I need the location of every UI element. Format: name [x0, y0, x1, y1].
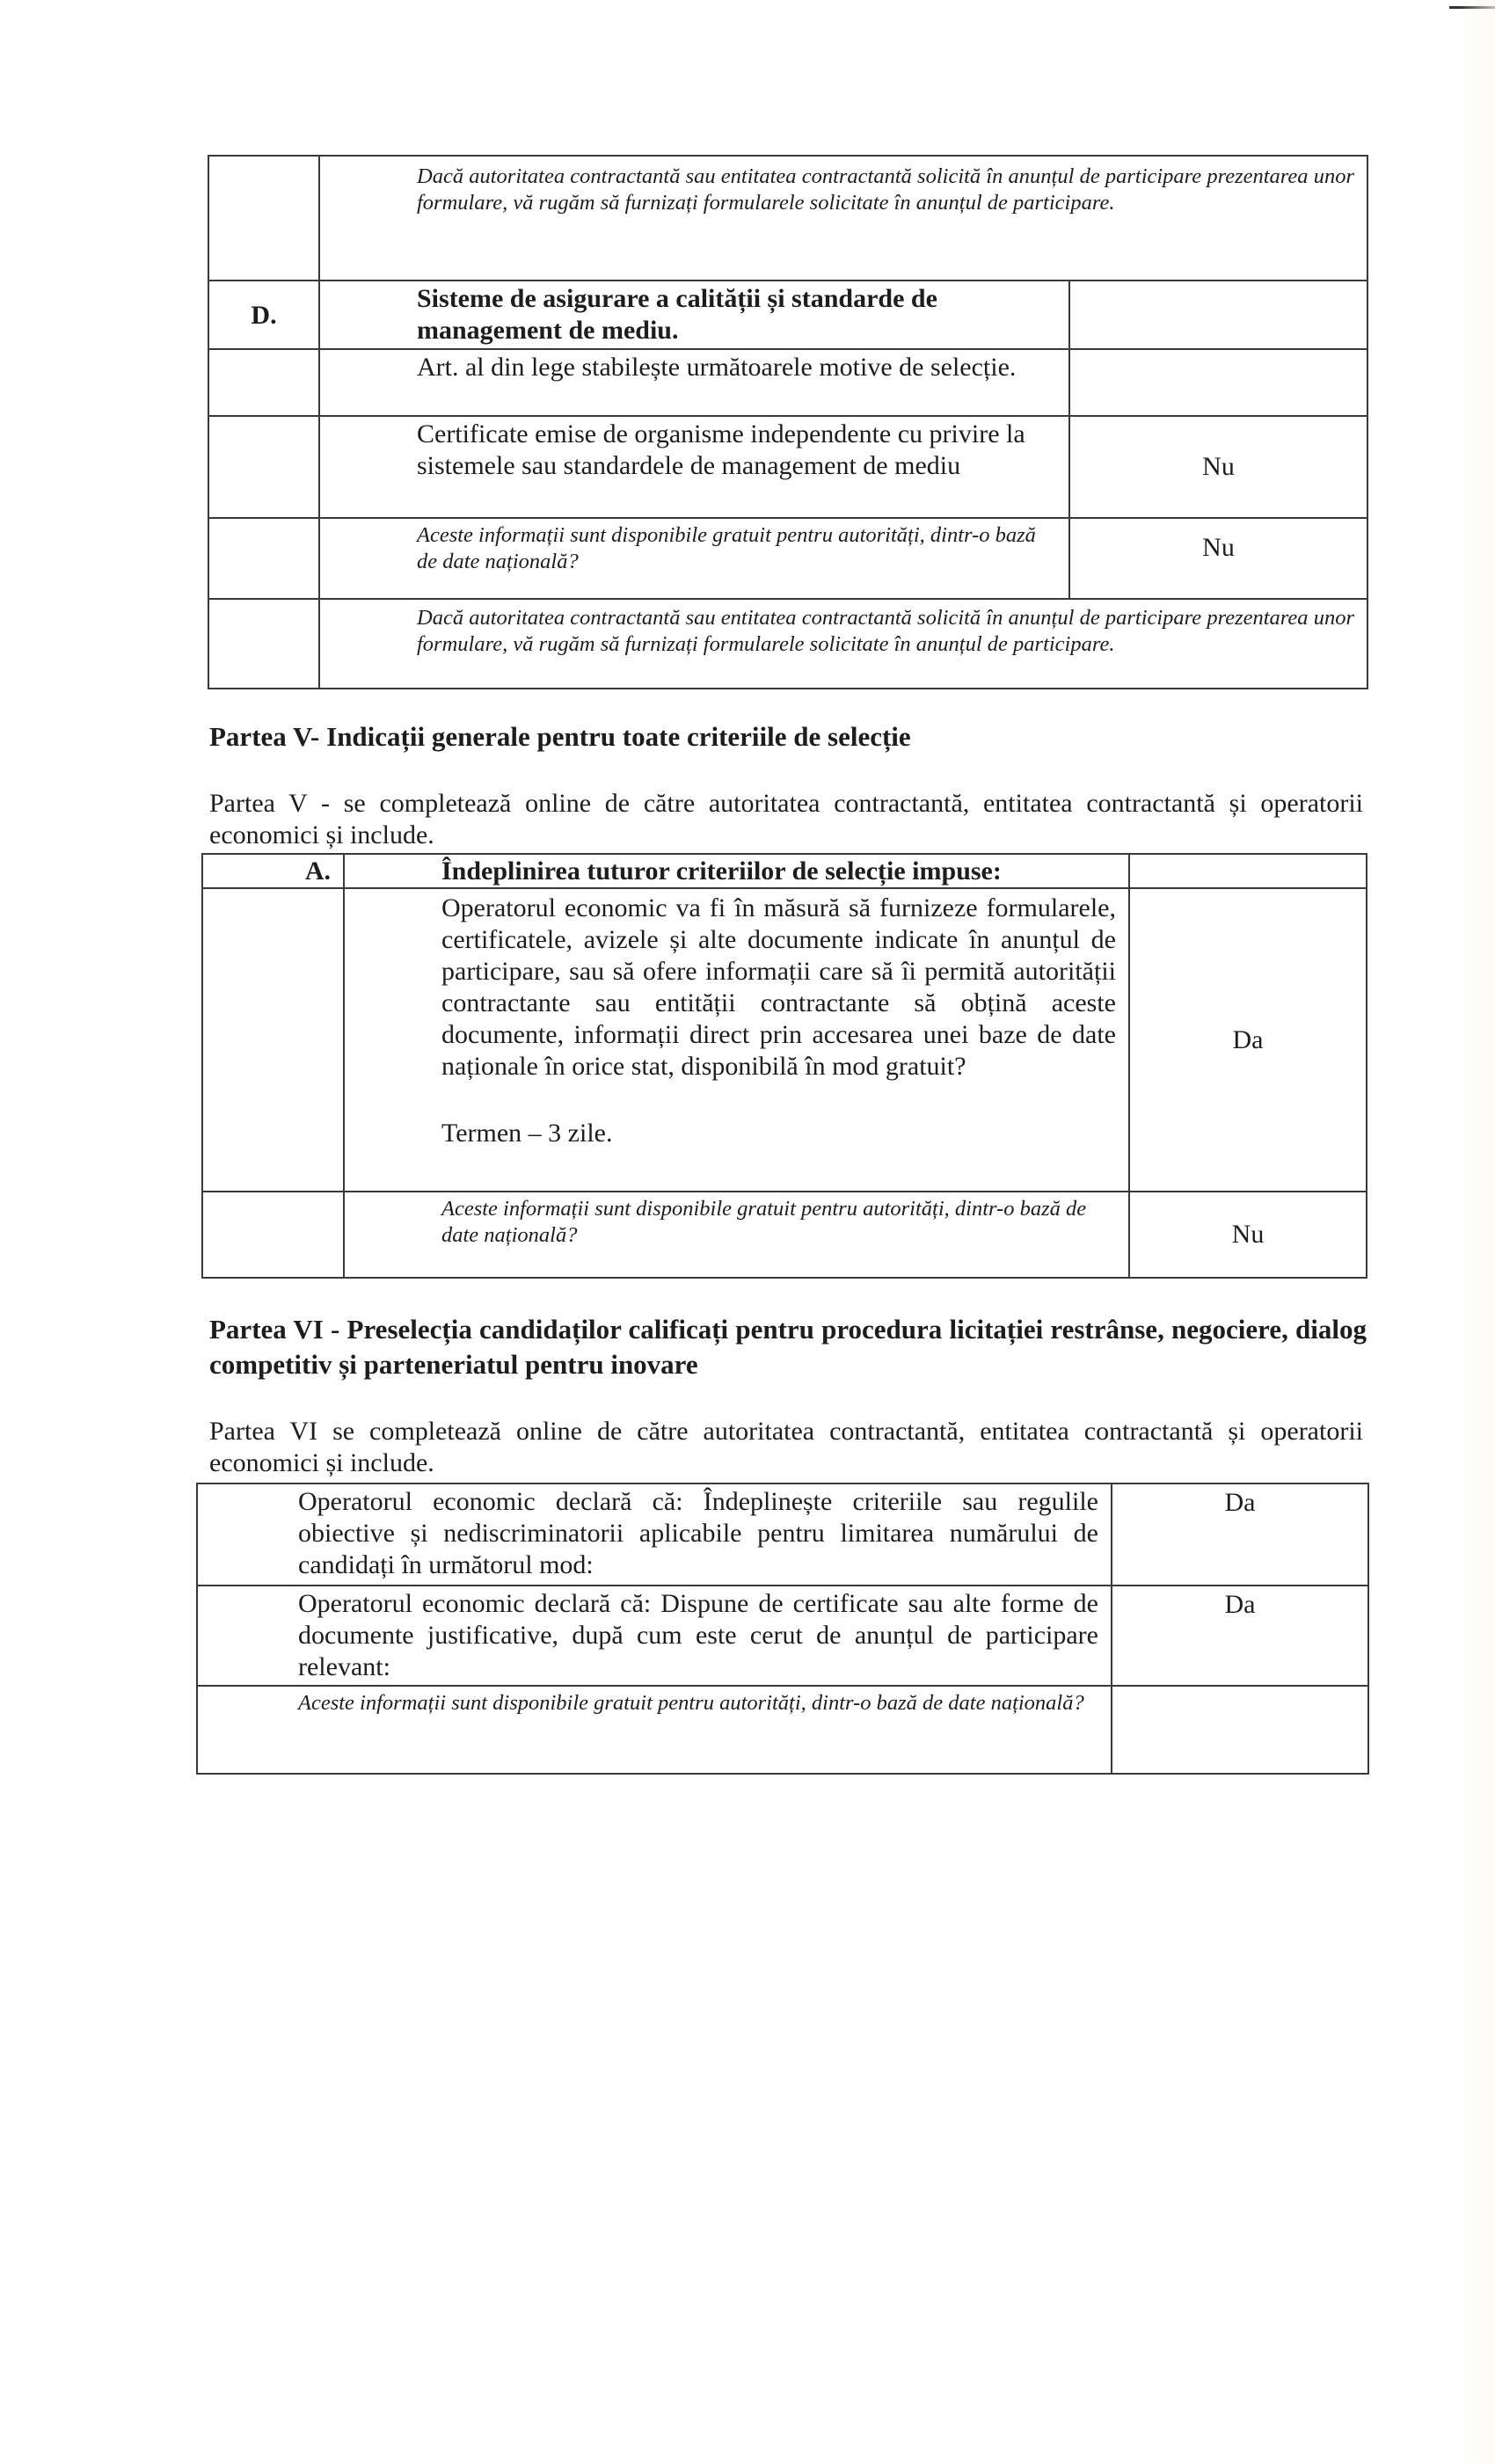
part-vi-table: [196, 1483, 1369, 1775]
certificates-answer-cell: [1069, 416, 1367, 518]
certificates-question-cell: [197, 1586, 1112, 1686]
certificates-question: Certificate emise de organisme independente cu privire la sistemele sau standardele de management de mediu: [417, 419, 1025, 480]
part-vi-heading: Partea VI - Preselecția candidaților calificați pentru procedura licitației restrânse, negociere, dialog competitiv și parteneriatul pentru inovare: [209, 1314, 1367, 1380]
intro-note: Dacă autoritatea contractantă sau entitatea contractantă solicită în anunțul de participare prezentarea unor formulare, vă rugăm să furnizați formularele solicitate în anunțul de participare.: [417, 164, 1354, 215]
database-answer: Nu: [1202, 533, 1235, 562]
certificates-answer: Nu: [1202, 452, 1235, 481]
vi-database-answer-cell: [1112, 1686, 1368, 1774]
section-a-answer-cell: [1129, 854, 1367, 888]
row-label-cell: [202, 888, 344, 1192]
scan-edge-shadow: [1460, 0, 1495, 2464]
database-answer-cell: [1069, 518, 1367, 599]
section-a-question: Operatorul economic va fi în măsură să furnizeze formularele, certificatele, avizele și alte documente indicate în anunțul de participare, sau să ofere informații care să îi permită autorității contractante sau entității contractante să obțină aceste documente, informații direct prin accesarea unei baze de date naționale în orice stat, disponibilă în mod gratuit?: [441, 893, 1116, 1081]
section-a-title-cell: [344, 854, 1129, 888]
section-a-database-answer: Nu: [1231, 1220, 1265, 1249]
art-answer-cell: [1069, 349, 1367, 416]
section-a-title: Îndeplinirea tuturor criteriilor de selecție impuse:: [441, 856, 1002, 886]
database-question: Aceste informații sunt disponibile gratuit pentru autorități, dintr-o bază de date națională?: [417, 523, 1036, 573]
vi-database-question-cell: [197, 1686, 1112, 1774]
section-a-answer-cell: [1129, 888, 1367, 1192]
section-a-answer: Da: [1232, 1024, 1264, 1054]
art-text: Art. al din lege stabilește următoarele motive de selecție.: [417, 353, 1017, 382]
vi-certificates-answer: Da: [1224, 1590, 1256, 1619]
row-label-cell: [208, 599, 319, 689]
criteria-answer: Da: [1224, 1488, 1256, 1517]
closing-note-cell: [319, 599, 1367, 689]
row-label-cell: [202, 1192, 344, 1278]
part-v-heading: Partea V- Indicații generale pentru toate criteriile de selecție: [209, 721, 911, 752]
criteria-question-cell: [197, 1484, 1112, 1586]
row-label-cell: [208, 416, 319, 518]
section-a-label-cell: [202, 854, 344, 888]
row-label-cell: [208, 156, 319, 281]
section-d-label: D.: [251, 301, 277, 330]
vi-database-question: Aceste informații sunt disponibile gratuit pentru autorități, dintr-o bază de date națională?: [298, 1691, 1084, 1715]
part-v-table: [201, 853, 1367, 1279]
part-iv-section-d-table: [208, 155, 1368, 689]
closing-note: Dacă autoritatea contractantă sau entitatea contractantă solicită în anunțul de participare prezentarea unor formulare, vă rugăm să furnizați formularele solicitate în anunțul de participare.: [417, 606, 1354, 656]
database-question-cell: [319, 518, 1069, 599]
section-d-title: Sisteme de asigurare a calității și standarde de management de mediu.: [417, 284, 937, 345]
art-text-cell: [319, 349, 1069, 416]
row-label-cell: [208, 349, 319, 416]
vi-certificates-question: Operatorul economic declară că: Dispune de certificate sau alte forme de documente justificative, după cum este cerut de anunțul de participare relevant:: [298, 1589, 1098, 1681]
section-d-answer-cell: [1069, 281, 1367, 349]
criteria-question: Operatorul economic declară că: Îndeplinește criteriile sau regulile obiective și nediscriminatorii aplicabile pentru limitarea numărului de candidați în următorul mod:: [298, 1487, 1098, 1579]
section-a-term: Termen – 3 zile.: [441, 1119, 613, 1148]
part-vi-intro: Partea VI se completează online de către autoritatea contractantă, entitatea contractantă și operatorii economici și include.: [209, 1417, 1363, 1477]
certificates-question-cell: [319, 416, 1069, 518]
section-d-title-cell: [319, 281, 1069, 349]
section-a-database-answer-cell: [1129, 1192, 1367, 1278]
section-a-question-cell: [344, 888, 1129, 1192]
vi-certificates-answer-cell: [1112, 1586, 1368, 1686]
row-label-cell: [208, 518, 319, 599]
part-v-intro: Partea V - se completează online de către autoritatea contractantă, entitatea contractantă și operatorii economici și include.: [209, 789, 1363, 849]
section-a-database-question-cell: [344, 1192, 1129, 1278]
criteria-answer-cell: [1112, 1484, 1368, 1586]
section-a-label: A.: [304, 856, 331, 886]
section-a-database-question: Aceste informații sunt disponibile gratuit pentru autorități, dintr-o bază de date națională?: [441, 1197, 1087, 1247]
section-d-label-cell: [208, 281, 319, 349]
intro-note-cell: [319, 156, 1367, 281]
